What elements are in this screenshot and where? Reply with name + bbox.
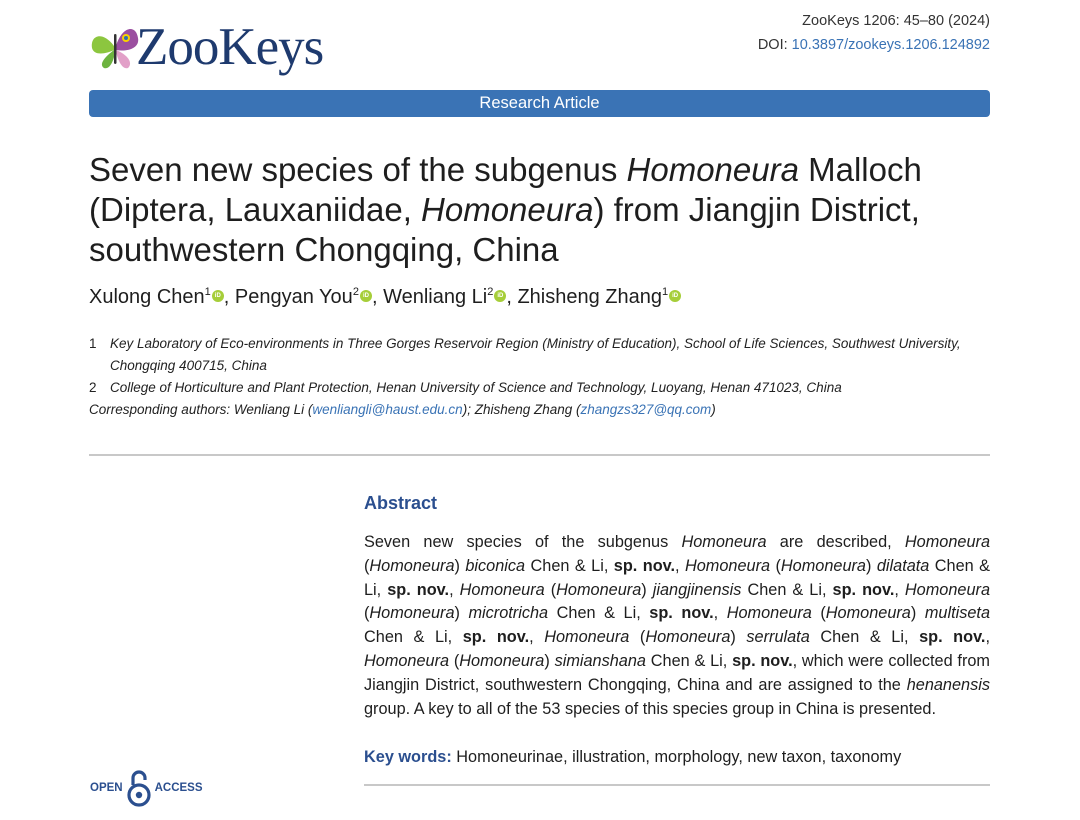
taxon-name: Homoneura — [556, 580, 642, 599]
taxon-name: dilatata — [876, 556, 930, 575]
taxon-name: Homoneura — [369, 556, 455, 575]
taxon-name: serrulata — [746, 628, 810, 647]
taxon-name: simianshana — [554, 651, 646, 670]
keywords-text: Homoneurinae, illustration, morphology, new taxon, taxonomy — [451, 748, 902, 766]
article-title — [89, 150, 1009, 270]
keywords-label: Key words: — [364, 748, 452, 766]
orcid-icon[interactable]: iD — [494, 290, 506, 302]
taxon-name: Homoneura — [681, 533, 767, 551]
taxon-name: jiangjinensis — [652, 580, 742, 599]
nomenclature-mark: sp. nov. — [613, 556, 676, 575]
taxon-name: microtricha — [468, 604, 549, 623]
title-text: ) from Jiangjin District, southwestern Chongqing, China — [89, 191, 920, 268]
email-link[interactable]: zhangzs327@qq.com — [580, 402, 712, 417]
nomenclature-mark: sp. nov. — [732, 651, 793, 670]
doi-link[interactable]: 10.3897/zookeys.1206.124892 — [791, 37, 990, 53]
taxon-name: Homoneura — [684, 556, 771, 575]
taxon-name: Homoneura — [904, 580, 990, 599]
affiliation-number: 2 — [89, 380, 97, 395]
taxon-name: Homoneura — [544, 628, 630, 647]
citation-text: ZooKeys 1206: 45–80 (2024) — [802, 13, 990, 29]
taxon-name: Homoneura — [459, 651, 545, 670]
nomenclature-mark: sp. nov. — [649, 604, 714, 623]
affiliation-text: College of Horticulture and Plant Protection, Henan University of Science and Technology, Luoyang, Henan 471023, China — [110, 380, 842, 395]
taxon-name: Homoneura — [780, 556, 866, 575]
taxon-name: henanensis — [906, 675, 990, 694]
title-genus: Homoneura — [626, 151, 799, 188]
orcid-icon[interactable]: iD — [360, 290, 372, 302]
affiliation-item — [89, 333, 994, 377]
author-name[interactable]: Xulong Chen — [89, 286, 205, 308]
author-name[interactable]: Zhisheng Zhang — [517, 286, 662, 308]
taxon-name: biconica — [465, 556, 526, 575]
keywords — [364, 748, 990, 767]
nomenclature-mark: sp. nov. — [462, 628, 530, 647]
taxon-name: Homoneura — [904, 533, 990, 551]
taxon-name: Homoneura — [369, 604, 455, 623]
taxon-name: Homoneura — [726, 604, 812, 623]
open-lock-icon — [126, 769, 152, 807]
orcid-icon[interactable]: iD — [212, 290, 224, 302]
affiliation-number: 1 — [89, 336, 97, 351]
nomenclature-mark: sp. nov. — [919, 628, 986, 647]
taxon-name: Homoneura — [364, 651, 450, 670]
article-type-banner: Research Article — [89, 90, 990, 117]
doi-line — [758, 33, 990, 57]
title-text: Seven new species of the subgenus — [89, 151, 627, 188]
author-affil-number: 1 — [204, 286, 211, 298]
nomenclature-mark: sp. nov. — [387, 580, 450, 599]
title-genus: Homoneura — [421, 191, 594, 228]
section-divider — [89, 454, 990, 456]
nomenclature-mark: sp. nov. — [832, 580, 895, 599]
affiliations — [89, 333, 994, 421]
taxon-name: Homoneura — [459, 580, 545, 599]
affiliation-text: Key Laboratory of Eco-environments in Three Gorges Reservoir Region (Ministry of Education), School of Life Sciences, Southwest University, Chongqing 400715, China — [110, 336, 961, 373]
affiliation-item — [89, 377, 994, 399]
author-affil-number: 2 — [487, 286, 494, 298]
orcid-icon[interactable]: iD — [669, 290, 681, 302]
taxon-name: multiseta — [924, 604, 990, 623]
open-access-left: OPEN — [90, 782, 123, 794]
open-access-right: ACCESS — [154, 782, 203, 794]
corresponding-label: Corresponding authors: Wenliang Li ( — [89, 402, 313, 417]
corresponding-authors — [89, 399, 994, 421]
author-name[interactable]: Pengyan You — [234, 286, 353, 308]
taxon-name: Homoneura — [825, 604, 911, 623]
author-affil-number: 1 — [662, 286, 669, 298]
article-meta — [758, 9, 990, 57]
abstract-heading: Abstract — [364, 493, 438, 513]
corresponding-text: ); Zhisheng Zhang ( — [462, 402, 581, 417]
abstract-text: Seven new species of the subgenus Homoneura are described, Homoneura (Homoneura) biconica Chen & Li, sp. nov., Homoneura (Homoneura) dilatata Chen & Li, sp. nov., Homoneura (Homoneura) jiangjinensis Chen & Li, sp. nov., Homoneura (Homoneura) microtricha Chen & Li, sp. nov., Homoneura (Homoneura) multiseta Chen & Li, sp. nov., Homoneura (Homoneura) serrulata Chen & Li, sp. nov., Homoneura (Homoneura) simianshana Chen & Li, sp. nov., which were collected from Jiangjin District, southwestern Chongqing, China and are assigned to the henanensis group. A key to all of the 53 species of this species group in China is presented. — [364, 533, 990, 718]
title-text: Malloch (Diptera, Lauxaniidae, — [89, 151, 922, 228]
author-list: Xulong Chen$^1$ iD , Pengyan You$^2$ iD , Wenliang Li$^2$ iD , Zhisheng Zhang$^1$ iD — [89, 286, 681, 309]
journal-logo[interactable] — [88, 12, 348, 82]
email-link[interactable]: wenliangli@haust.edu.cn — [312, 402, 463, 417]
taxon-name: Homoneura — [645, 628, 731, 647]
author-name[interactable]: Wenliang Li — [383, 286, 488, 308]
corresponding-text: ) — [711, 402, 716, 417]
doi-label: DOI: — [757, 37, 792, 53]
logo-wordmark: ZooKeys — [136, 17, 324, 76]
abstract-bottom-rule — [364, 784, 990, 786]
author-affil-number: 2 — [352, 286, 359, 298]
open-access-badge — [90, 768, 203, 808]
